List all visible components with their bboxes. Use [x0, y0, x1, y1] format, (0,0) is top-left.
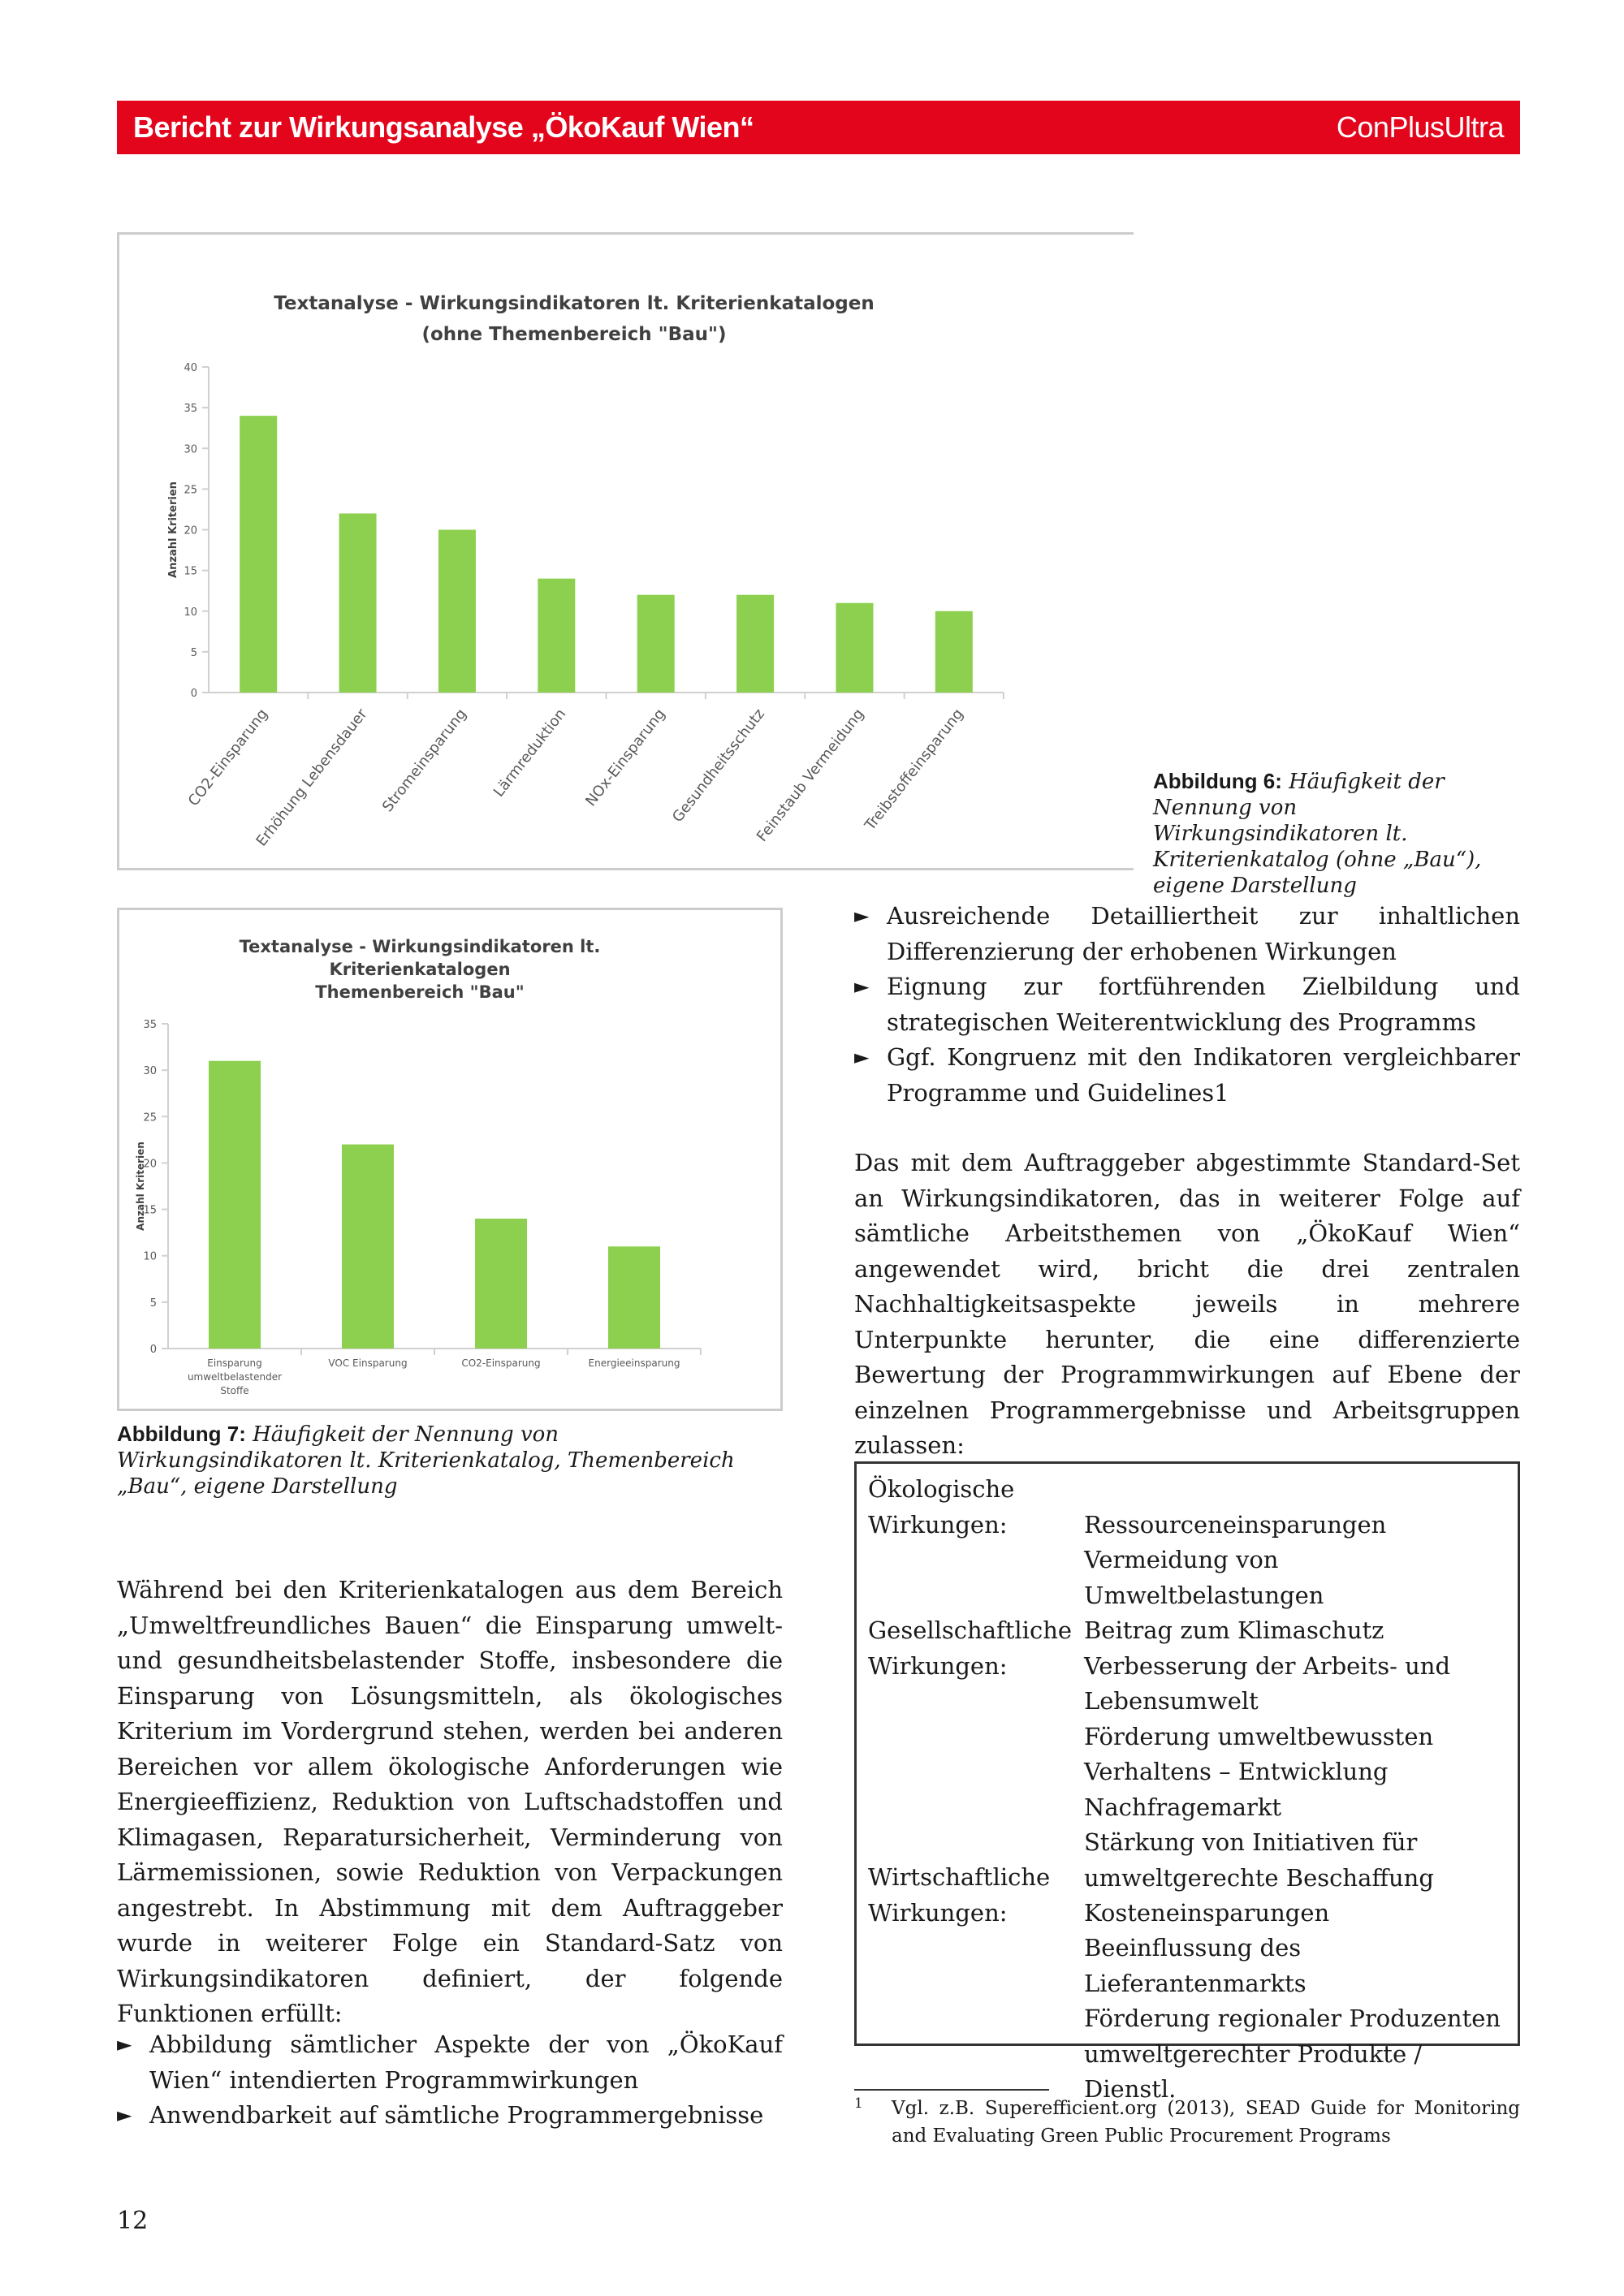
bar-3 — [438, 530, 476, 693]
y-tick-label: 20 — [143, 1158, 157, 1171]
figure-6-caption — [1153, 768, 1527, 899]
triangle-bullet-icon: ► — [854, 904, 870, 927]
y-tick-label: 40 — [184, 362, 197, 374]
ecological-category: Ökologische Wirkungen: — [868, 1475, 1015, 1539]
footnote-text: Vgl. z.B. Superefficient.org (2013), SEAD Guide for Monitoring and Evaluating Green Public Procurement Programs — [892, 2098, 1520, 2147]
criteria-catalog-paragraph: Während bei den Kriterienkatalogen aus dem Bereich „Umweltfreundliches Bauen“ die Einsparung umwelt- und gesundheitsbelastender Stoffe, insbesondere die Einsparung von Lösungsmitteln, als ökologisches Kriterium im Vordergrund stehen, werden bei anderen Bereichen vor allem ökologische Anforderungen wie Energieeffizienz, Reduktion von Luftschadstoffen und Klimagasen, Reparatursicherheit, Verminderung von Lärmemissionen, sowie Reduktion von Verpackungen angestrebt. In Abstimmung mit dem Auftraggeber wurde in weiterer Folge ein Standard-Satz von Wirkungsindikatoren definiert, der folgende Funktionen erfüllt: — [117, 1576, 783, 2027]
y-axis-label: Anzahl Kriterien — [167, 481, 179, 578]
triangle-bullet-icon: ► — [854, 1046, 870, 1068]
bar-1 — [240, 416, 277, 693]
y-tick-label: 20 — [184, 524, 197, 537]
x-category-label: Feinstaub Vermeidung — [753, 706, 868, 845]
page-number: 12 — [117, 2207, 149, 2235]
chart-title: Textanalyse - Wirkungsindikatoren lt. — [239, 937, 601, 956]
y-tick-label: 15 — [184, 565, 197, 578]
y-tick-label: 35 — [143, 1019, 157, 1031]
function-bullet-list-continued — [854, 899, 1520, 1111]
social-category: Gesellschaftliche Wirkungen: — [868, 1616, 1073, 1680]
bar-4 — [608, 1246, 660, 1349]
list-item: Verbesserung der Arbeits- und Lebensumwelt — [1084, 1651, 1451, 1715]
report-title: Bericht zur Wirkungsanalyse „ÖkoKauf Wien“ — [133, 110, 754, 144]
function-bullet-list — [117, 2027, 783, 2134]
x-category-label: Lärmreduktion — [490, 706, 570, 801]
standard-set-paragraph: Das mit dem Auftraggeber abgestimmte Standard-Set an Wirkungsindikatoren, das in weiterer Folge auf sämtliche Arbeitsthemen von „ÖkoKauf Wien“ angewendet wird, bricht die drei zentralen Nachhaltigkeitsaspekte jeweils in mehrere Unterpunkte herunter, die eine differenzierte Bewertung der Programmwirkungen auf Ebene der einzelnen Programmergebnisse und Arbeitsgruppen zulassen: — [854, 1149, 1520, 1459]
y-tick-label: 30 — [184, 443, 197, 456]
bar-1 — [209, 1061, 261, 1349]
bar-2 — [339, 513, 377, 693]
economic-items — [1084, 1896, 1506, 2108]
economic-category: Wirtschaftliche Wirkungen: — [868, 1863, 1051, 1927]
social-items — [1084, 1649, 1506, 1897]
x-category-label: Gesundheitsschutz — [669, 706, 769, 826]
chart-7-svg — [119, 910, 780, 1409]
x-category-label: Treibstoffeinsparung — [862, 706, 967, 834]
y-tick-label: 0 — [190, 688, 197, 700]
figure-7-chart — [117, 908, 783, 1411]
list-item: ► Abbildung sämtlicher Aspekte der von „ÖkoKauf Wien“ intendierten Programmwirkungen — [117, 2027, 783, 2098]
figure-6-chart — [117, 232, 1134, 870]
footnote-divider — [854, 2089, 1049, 2091]
chart-title: Textanalyse - Wirkungsindikatoren lt. Kriterienkatalogen — [274, 293, 875, 314]
list-item: Kosteneinsparungen — [1084, 1898, 1330, 1927]
list-item: Beeinflussung des Lieferantenmarkts — [1084, 1934, 1307, 1997]
footnote-number: 1 — [854, 2095, 863, 2112]
list-item: Ressourceneinsparungen — [1084, 1510, 1387, 1539]
bar-2 — [342, 1145, 394, 1349]
bar-3 — [475, 1219, 527, 1349]
figure-6-text: Häufigkeit der Nennung von Wirkungsindikatoren lt. Kriterienkatalog (ohne „Bau“), eigene Darstellung — [1153, 770, 1482, 898]
bar-4 — [538, 579, 575, 693]
impact-indicator-table — [854, 1461, 1520, 2103]
x-category-label: CO2-Einsparung — [461, 1357, 541, 1369]
figure-6-label: Abbildung 6: — [1153, 769, 1282, 793]
figure-7-label: Abbildung 7: — [117, 1422, 246, 1446]
y-tick-label: 15 — [143, 1204, 157, 1217]
ecological-items — [1084, 1508, 1506, 1649]
y-tick-label: 10 — [143, 1250, 157, 1263]
x-category-label: Stromeinsparung — [378, 706, 470, 816]
x-category-label: Einsparung — [207, 1357, 262, 1369]
x-category-label: NOx-Einsparung — [582, 706, 669, 810]
bar-8 — [935, 611, 973, 693]
bar-7 — [836, 603, 873, 693]
chart-subtitle: Themenbereich "Bau" — [315, 982, 525, 1002]
x-category-label: umweltbelastender — [187, 1371, 283, 1383]
list-item: Förderung umweltbewussten Verhaltens – Entwicklung Nachfragemarkt — [1084, 1722, 1434, 1821]
bar-5 — [637, 595, 675, 693]
triangle-bullet-icon: ► — [117, 2104, 132, 2126]
x-category-label: Energieeinsparung — [588, 1357, 680, 1369]
y-tick-label: 5 — [149, 1297, 157, 1310]
chart-6-svg — [119, 235, 1134, 868]
list-item: ► Eignung zur fortführenden Zielbildung und strategischen Weiterentwicklung des Programms — [854, 969, 1520, 1040]
chart-subtitle: Kriterienkatalogen — [329, 960, 511, 979]
x-category-label: Stoffe — [220, 1385, 249, 1396]
x-category-label: VOC Einsparung — [328, 1357, 408, 1369]
y-tick-label: 30 — [143, 1065, 157, 1078]
brand-name: ConPlusUltra — [1336, 110, 1504, 144]
figure-7-text: Häufigkeit der Nennung von Wirkungsindikatoren lt. Kriterienkatalog, Themenbereich „Bau“, eigene Darstellung — [117, 1422, 735, 1499]
y-tick-label: 25 — [143, 1111, 157, 1124]
list-item: Stärkung von Initiativen für umweltgerechte Beschaffung — [1084, 1828, 1434, 1892]
y-axis-label: Anzahl Kriterien — [135, 1142, 146, 1231]
list-item: ► Anwendbarkeit auf sämtliche Programmergebnisse — [117, 2098, 783, 2134]
header-bar — [117, 101, 1520, 154]
y-tick-label: 35 — [184, 403, 197, 416]
x-category-label: CO2-Einsparung — [184, 706, 272, 810]
x-category-label: Erhöhung Lebensdauer — [253, 706, 371, 850]
y-tick-label: 10 — [184, 606, 197, 619]
list-item: Vermeidung von Umweltbelastungen — [1084, 1546, 1324, 1609]
chart-subtitle: (ohne Themenbereich "Bau") — [421, 324, 727, 345]
list-item: Beitrag zum Klimaschutz — [1084, 1616, 1384, 1644]
triangle-bullet-icon: ► — [854, 975, 870, 998]
list-item: Förderung regionaler Produzenten umweltgerechter Produkte / Dienstl. — [1084, 2005, 1501, 2103]
y-tick-label: 25 — [184, 484, 197, 497]
triangle-bullet-icon: ► — [117, 2033, 132, 2056]
list-item: ► Ausreichende Detailliertheit zur inhaltlichen Differenzierung der erhobenen Wirkungen — [854, 899, 1520, 969]
figure-7-caption — [117, 1421, 791, 1500]
y-tick-label: 5 — [190, 646, 197, 659]
bar-6 — [736, 595, 774, 693]
list-item: ► Ggf. Kongruenz mit den Indikatoren vergleichbarer Programme und Guidelines1 — [854, 1040, 1520, 1111]
y-tick-label: 0 — [149, 1344, 157, 1356]
